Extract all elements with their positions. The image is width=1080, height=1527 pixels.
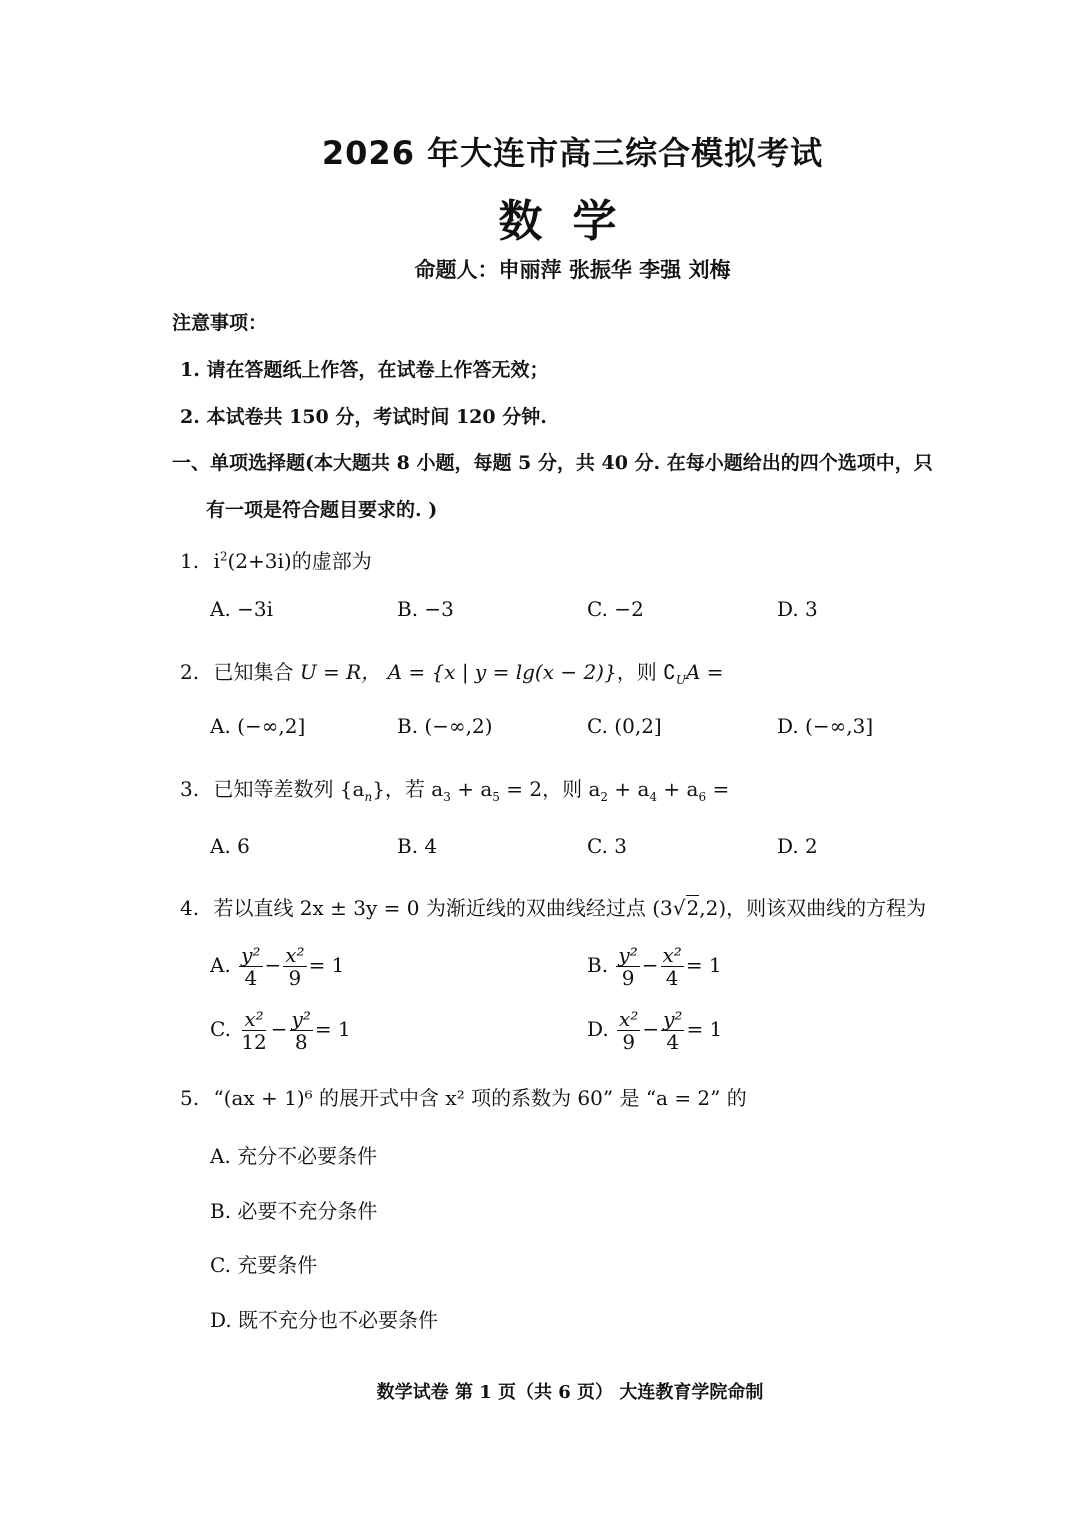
option-d: D. (−∞,3] <box>777 714 874 738</box>
exam-title: 2026 年大连市高三综合模拟考试 <box>321 134 824 172</box>
option-b: B. 4 <box>397 834 438 858</box>
option-c: C. −2 <box>587 597 644 621</box>
question-4: 4. 若以直线 2x ± 3y = 0 为渐近线的双曲线经过点 (3√2,2)，则该双曲线的方程为 <box>180 896 927 920</box>
option-c: C. 3 <box>587 834 628 858</box>
note-item: 2. 本试卷共 150 分，考试时间 120 分钟. <box>180 406 547 428</box>
option-a: A. −3i <box>210 597 274 621</box>
option-b: B. −3 <box>397 597 454 621</box>
option-a: A. $\frac{\text{y²}}{4}$ − $\frac{\text{x²}}{9}$ = 1 <box>210 943 345 990</box>
authors-line: 命题人：申丽萍 张振华 李强 刘梅 <box>414 257 731 282</box>
option-a: A. (−∞,2] <box>210 714 306 738</box>
option-d: D. $\frac{\text{x²}}{9}$ − $\frac{\text{y²}}{4}$ = 1 <box>587 1007 723 1054</box>
section-heading: 一、单项选择题(本大题共 8 小题，每题 5 分，共 40 分. 在每小题给出的四个选项中，只 <box>172 452 933 474</box>
option-b: B. 必要不充分条件 <box>210 1199 378 1223</box>
option-a: A. 6 <box>210 834 250 858</box>
question-number: 1. <box>180 549 200 573</box>
question-number: 5. <box>180 1086 200 1110</box>
subject-title: 数学 <box>498 196 647 247</box>
question-3: 3. 已知等差数列 $\{a_n\}$，若 $a_3 + a_5 = 2$，则 $a_2 + a_4 + a_6$ = <box>180 777 730 804</box>
option-b: B. (−∞,2) <box>397 714 493 738</box>
question-number: 4. <box>180 896 200 920</box>
question-1: 1. $i^2(2+3i)$的虚部为 <box>180 549 372 573</box>
option-d: D. 既不充分也不必要条件 <box>210 1308 439 1332</box>
note-item: 1. 请在答题纸上作答，在试卷上作答无效； <box>180 359 549 381</box>
option-c: C. $\frac{\text{x²}}{12}$ − $\frac{\text{y²}}{8}$ = 1 <box>210 1007 351 1054</box>
question-number: 3. <box>180 777 200 801</box>
question-5: 5. “(ax + 1)⁶ 的展开式中含 x² 项的系数为 60” 是 “a = 2” 的 <box>180 1086 747 1110</box>
option-b: B. $\frac{\text{y²}}{9}$ − $\frac{\text{x²}}{4}$ = 1 <box>587 943 722 990</box>
question-2: 2. 已知集合 U = R， A = {x | y = lg(x − 2)}，则 $∁_UA$ = <box>180 660 724 687</box>
option-d: D. 3 <box>777 597 818 621</box>
option-a: A. 充分不必要条件 <box>210 1144 378 1168</box>
section-heading-cont: 有一项是符合题目要求的. ) <box>206 499 438 521</box>
question-number: 2. <box>180 660 200 684</box>
option-c: C. (0,2] <box>587 714 662 738</box>
page-footer: 数学试卷 第 1 页（共 6 页） 大连教育学院命制 <box>376 1382 764 1403</box>
notes-heading: 注意事项： <box>172 312 268 334</box>
option-d: D. 2 <box>777 834 818 858</box>
option-c: C. 充要条件 <box>210 1253 318 1277</box>
